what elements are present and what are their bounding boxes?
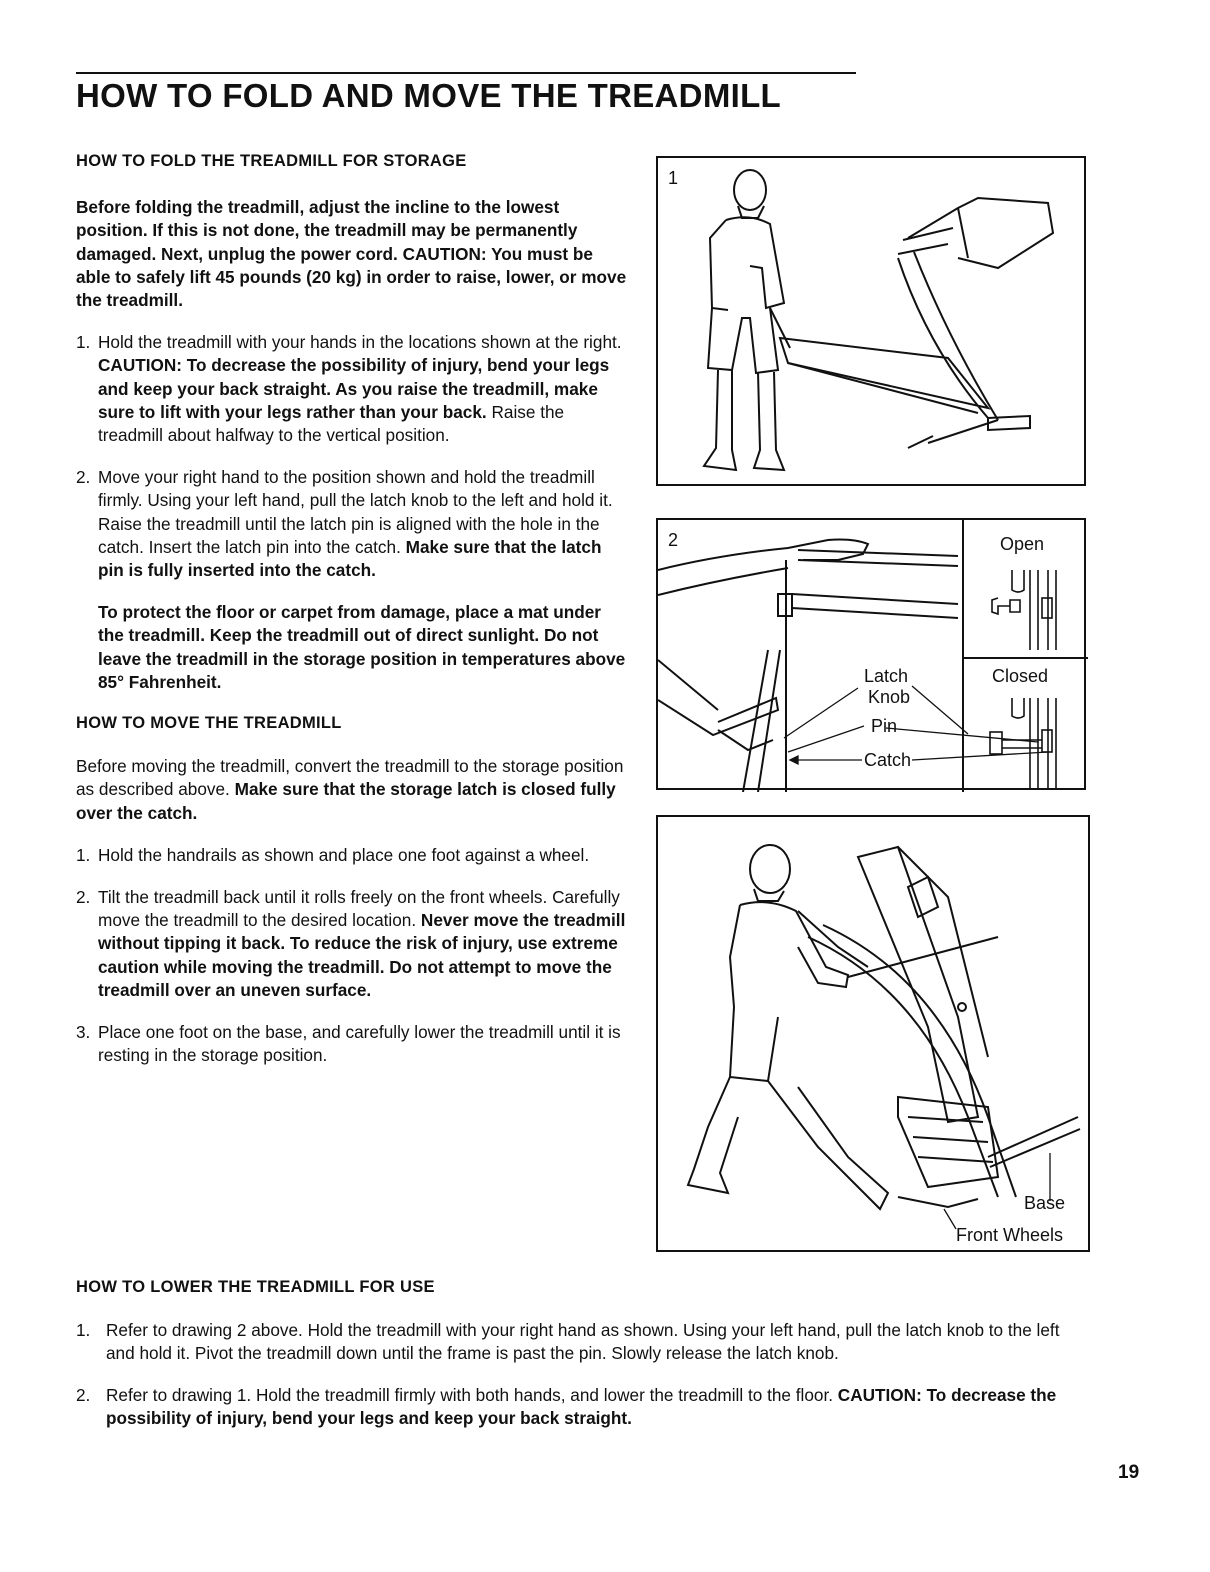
move-step-1 <box>76 844 631 867</box>
fold-step-2-text: Move your right hand to the position shown and hold the treadmill firmly. Using your left hand, pull the latch knob to the left and hold it. Raise the treadmill until the latch pin is aligned with the hole in the catch. Insert the latch pin into the catch. <box>98 467 613 557</box>
lower-step-2 <box>76 1384 1086 1430</box>
lower-section <box>76 1276 1086 1430</box>
fold-step-1-caution: CAUTION: To decrease the possibility of injury, bend your legs and keep your back straight. As you raise the treadmill, make sure to lift with your legs rather than your back. <box>98 355 610 422</box>
move-intro-note: Make sure that the storage latch is closed fully over the catch. <box>76 779 616 823</box>
lower-step-2-text: Refer to drawing 1. Hold the treadmill firmly with both hands, and lower the treadmill to the floor. <box>106 1384 834 1405</box>
catch-label: Catch <box>864 750 912 770</box>
lower-step-1-text: Refer to drawing 2 above. Hold the treadmill with your right hand as shown. Using your left hand, pull the latch knob to the left and hold it. Pivot the treadmill down until the frame is past the pin. Slowly release the latch knob. <box>106 1320 1060 1364</box>
knob-label: Knob <box>868 687 911 707</box>
fold-step-1-number: 1. <box>76 332 91 353</box>
move-step-1-number: 1. <box>76 844 91 865</box>
figure-2-latch-detail <box>656 518 1086 790</box>
fold-step-2-note: Make sure that the latch pin is fully inserted into the catch. <box>98 536 602 581</box>
figure-1-number: 1 <box>668 168 679 188</box>
fold-heading: HOW TO FOLD THE TREADMILL FOR STORAGE <box>76 152 467 170</box>
hand-and-latch-illustration <box>658 540 958 793</box>
latch-closed-label: Closed <box>992 666 1049 686</box>
front-wheels-label: Front Wheels <box>956 1225 1064 1245</box>
latch-closed-inset <box>990 698 1056 788</box>
person-lifting-illustration <box>704 170 790 470</box>
lower-step-1 <box>76 1319 1086 1365</box>
treadmill-raised-illustration <box>780 198 1053 448</box>
title-rule <box>76 72 856 74</box>
figure-2-leader-lines <box>784 686 1048 764</box>
fold-step-1-text: Hold the treadmill with your hands in the locations shown at the right. <box>98 332 622 353</box>
person-moving-illustration <box>688 845 888 1209</box>
move-step-2 <box>76 886 631 1002</box>
fold-step-1 <box>76 331 631 447</box>
fold-step-2-number: 2. <box>76 467 91 488</box>
fold-intro: Before folding the treadmill, adjust the incline to the lowest position. If this is not done, the treadmill may be permanently damaged. Next, unplug the power cord. CAUTION: You must be able to safely lift 45 pounds (20 kg) in order to raise, lower, or move the treadmill. <box>76 197 627 311</box>
pin-label: Pin <box>871 716 898 736</box>
move-step-2-warning: Never move the treadmill without tipping it back. To reduce the risk of injury, use extreme caution while moving the treadmill. Do not attempt to move the treadmill over an uneven surface. <box>98 910 626 1000</box>
lower-step-1-number: 1. <box>76 1320 91 1341</box>
base-label: Base <box>1024 1193 1066 1213</box>
lower-step-2-number: 2. <box>76 1384 91 1405</box>
move-heading: HOW TO MOVE THE TREADMILL <box>76 714 342 733</box>
lower-heading: HOW TO LOWER THE TREADMILL FOR USE <box>76 1278 435 1296</box>
move-step-3 <box>76 1021 631 1067</box>
move-step-3-number: 3. <box>76 1022 91 1043</box>
move-step-1-text: Hold the handrails as shown and place one foot against a wheel. <box>98 844 590 865</box>
figure-2-number: 2 <box>668 530 679 550</box>
move-step-2-number: 2. <box>76 887 91 908</box>
figure-3-move-treadmill <box>656 815 1090 1252</box>
move-step-2-text: Tilt the treadmill back until it rolls freely on the front wheels. Carefully move the treadmill to the desired location. <box>98 887 620 931</box>
fold-step-2 <box>76 466 631 582</box>
latch-label: Latch <box>864 666 909 686</box>
move-intro: Before moving the treadmill, convert the treadmill to the storage position as described above. <box>76 756 624 800</box>
figure-1-lift-treadmill <box>656 156 1086 486</box>
lower-step-2-caution: CAUTION: To decrease the possibility of injury, bend your legs and keep your back straight. <box>106 1384 1057 1428</box>
left-column <box>76 150 631 1068</box>
fold-step-1-end: Raise the treadmill about halfway to the vertical position. <box>98 401 565 446</box>
move-step-3-text: Place one foot on the base, and carefully lower the treadmill until it is resting in the storage position. <box>98 1022 621 1066</box>
treadmill-upright-illustration <box>808 847 1080 1207</box>
fold-protect-note: To protect the floor or carpet from damage, place a mat under the treadmill. Keep the treadmill out of direct sunlight. Do not leave the treadmill in the storage position in temperatures above 85° Fahrenheit. <box>98 602 626 692</box>
page-title: HOW TO FOLD AND MOVE THE TREADMILL <box>76 77 781 114</box>
page-number: 19 <box>1118 1462 1140 1483</box>
latch-open-inset <box>992 570 1056 650</box>
latch-open-label: Open <box>1000 534 1045 554</box>
